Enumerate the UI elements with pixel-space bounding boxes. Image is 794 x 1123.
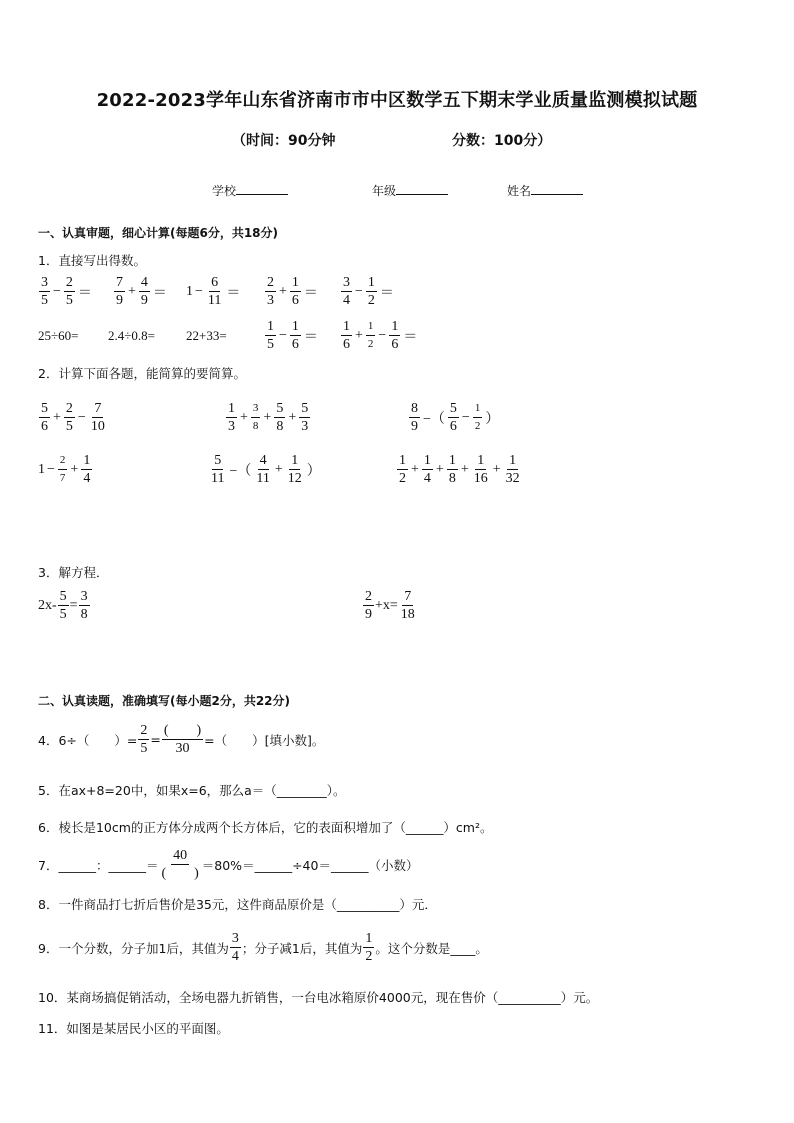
question-2: 2．计算下面各题，能简算的要简算。 [38,366,246,381]
question-9: 9．一个分数，分子加1后，其值为 $\frac{3}{4}$ ；分子减1后，其值为 $\frac{1}{2}$ 。这个分数是____。 [38,931,488,964]
school-label: 学校 [212,184,237,198]
exam-score: 分数：100分） [452,133,552,149]
q2-expr-4: 1 − $\frac{2}{7}$ + $\frac{1}{4}$ [38,453,91,486]
section2-heading: 二、认真读题，准确填写(每小题2分，共22分) [38,694,291,708]
q2-expr-6: $\frac{1}{2}$ + $\frac{1}{4}$ + $\frac{1}{8}$ + $\frac{1}{16}$ + $\frac{1}{32}$ [399,453,520,486]
question-7: 7．______：______＝ $\frac{40}{( )}$ ＝80%＝______÷40＝______（小数） [38,848,419,881]
q1-expr-3: 1 − $\frac{6}{11}$ ＝ [186,275,241,308]
q7-suffix: ＝80%＝______÷40＝______（小数） [201,857,419,873]
q2-expr-1: $\frac{5}{6}$ + $\frac{2}{5}$ − $\frac{7}{10}$ [41,401,105,434]
q4-prefix: 4．6÷（ ）= [38,732,138,748]
q9-part-c: 。这个分数是____。 [375,940,488,956]
q1-expr-8: 22+33= [186,328,227,343]
q9-part-a: 9．一个分数，分子加1后，其值为 [38,940,229,956]
q3-equation-2: $\frac{2}{9}$ +x= $\frac{7}{18}$ [365,589,415,622]
q7-prefix: 7．______：______＝ [38,857,159,873]
section1-heading: 一、认真审题，细心计算(每题6分，共18分) [38,226,279,240]
school-field [212,182,288,199]
name-label: 姓名 [507,184,532,198]
q1-expr-1: $\frac{3}{5}$ − $\frac{2}{5}$ ＝ [41,275,92,308]
exam-time: （时间：90分钟 [232,133,336,149]
q1-expr-10: $\frac{1}{6}$ + $\frac{1}{2}$ − $\frac{1}{6}$ ＝ [343,319,418,352]
q2-expr-2: $\frac{1}{3}$ + $\frac{3}{8}$ + $\frac{5}{8}$ + $\frac{5}{3}$ [228,401,309,434]
q1-expr-9: $\frac{1}{5}$ − $\frac{1}{6}$ ＝ [267,319,318,352]
q1-expr-6: 25÷60= [38,328,79,343]
name-field [507,182,583,199]
q2-expr-5: $\frac{5}{11}$ −（ $\frac{4}{11}$ + $\frac{1}{12}$ ） [211,453,321,486]
q3-equation-1: 2x- $\frac{5}{5}$ = $\frac{3}{8}$ [38,589,88,622]
q1-expr-2: $\frac{7}{9}$ + $\frac{4}{9}$ ＝ [116,275,167,308]
question-5: 5．在ax+8=20中，如果x=6，那么a＝（________）。 [38,783,346,798]
grade-field [372,182,448,199]
question-1: 1．直接写出得数。 [38,253,146,268]
question-6: 6．棱长是10cm的正方体分成两个长方体后，它的表面积增加了（______）cm²。 [38,820,493,835]
question-4: 4．6÷（ ）= $\frac{2}{5}$ = $\frac{( )}{30}$ =（ ）[填小数]。 [38,723,325,756]
grade-label: 年级 [372,184,397,198]
question-10: 10．某商场搞促销活动，全场电器九折销售，一台电冰箱原价4000元，现在售价（__________）元。 [38,990,599,1005]
question-8: 8．一件商品打七折后售价是35元，这件商品原价是（__________）元． [38,897,437,912]
q4-suffix: =（ ）[填小数]。 [204,732,325,748]
q1-expr-7: 2.4÷0.8= [108,328,155,343]
q2-expr-3: $\frac{8}{9}$ −（ $\frac{5}{6}$ − $\frac{1}{2}$ ） [411,401,500,434]
question-11: 11．如图是某居民小区的平面图。 [38,1021,229,1036]
q1-expr-5: $\frac{3}{4}$ − $\frac{1}{2}$ ＝ [343,275,394,308]
page-title: 2022-2023学年山东省济南市市中区数学五下期末学业质量监测模拟试题 [96,90,698,111]
q1-expr-4: $\frac{2}{3}$ + $\frac{1}{6}$ ＝ [267,275,318,308]
q9-part-b: ；分子减1后，其值为 [241,940,363,956]
question-3: 3．解方程． [38,565,109,580]
